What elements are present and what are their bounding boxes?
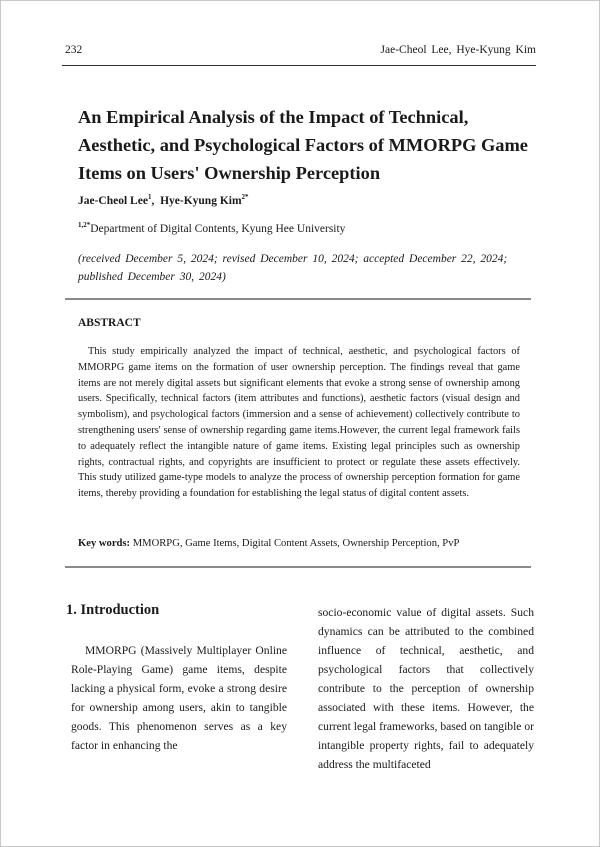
abstract-body: This study empirically analyzed the impact of technical, aesthetic, and psychological factors of MMORPG game items on the formation of user ownership perception. The findings reveal that game items are not merely digital assets but significant elements that evoke a strong sense of ownership among users. Specifically, technical factors (item attributes and functions), aesthetic factors (visual design and symbolism), and psychological factors (immersion and a sense of achievement) collectively contribute to strengthening users' sense of ownership regarding game items.However, the current legal framework fails to adequately reflect the intangible nature of game items. Existing legal principles such as ownership rights, contractual rights, and copyrights are insufficient to protect or regulate these assets effectively. This study utilized game-type models to analyze the process of ownership perception formation for game items, thereby providing a foundation for establishing the legal status of digital content assets. xyxy=(78,346,520,500)
affiliation-mark: 1,2* xyxy=(78,221,91,229)
abstract-top-rule xyxy=(65,298,531,300)
abstract-bottom-rule xyxy=(65,566,531,568)
publication-dates: (received December 5, 2024; revised December 10, 2024; accepted December 22, 2024; published December 30, 2024) xyxy=(78,253,508,283)
author-affiliation-mark: 1 xyxy=(147,193,152,201)
keywords-label: Key words: xyxy=(78,538,131,549)
abstract-heading: ABSTRACT xyxy=(78,317,141,329)
page-number: 232 xyxy=(65,44,83,56)
running-header-authors: Jae-Cheol Lee, Hye-Kyung Kim xyxy=(380,44,536,56)
author-list: Jae-Cheol Lee$^1$, Hye-Kyung Kim$^{2*}$ xyxy=(78,193,249,207)
affiliation xyxy=(78,221,345,235)
keywords-text: MMORPG, Game Items, Digital Content Assets, Ownership Perception, PvP xyxy=(132,538,460,549)
intro-right-column: socio-economic value of digital assets. Such dynamics can be attributed to the combined influence of technical, aesthetic, and psychological factors that collectively contribute to the perception of ownership associated with these items. However, the current legal frameworks, based on tangible or intangible property rights, fail to adequately address the multifaceted xyxy=(318,606,535,771)
header-rule xyxy=(62,65,536,66)
affiliation-text: Department of Digital Contents, Kyung Hee University xyxy=(90,222,346,235)
author-name: Hye-Kyung Kim xyxy=(160,194,242,207)
author-name: Jae-Cheol Lee xyxy=(78,194,148,207)
keywords xyxy=(78,538,459,549)
author-affiliation-mark: 2* xyxy=(241,193,249,201)
intro-left-column: MMORPG (Massively Multiplayer Online Role-Playing Game) game items, despite lacking a physical form, evoke a strong desire for ownership among users, akin to tangible goods. This phenomenon serves as a key factor in enhancing the xyxy=(71,644,287,752)
section-heading-introduction: 1. Introduction xyxy=(66,602,160,618)
paper-title: An Empirical Analysis of the Impact of Technical, Aesthetic, and Psychological Factors of MMORPG Game Items on Users' Ownership Perception xyxy=(78,107,528,183)
